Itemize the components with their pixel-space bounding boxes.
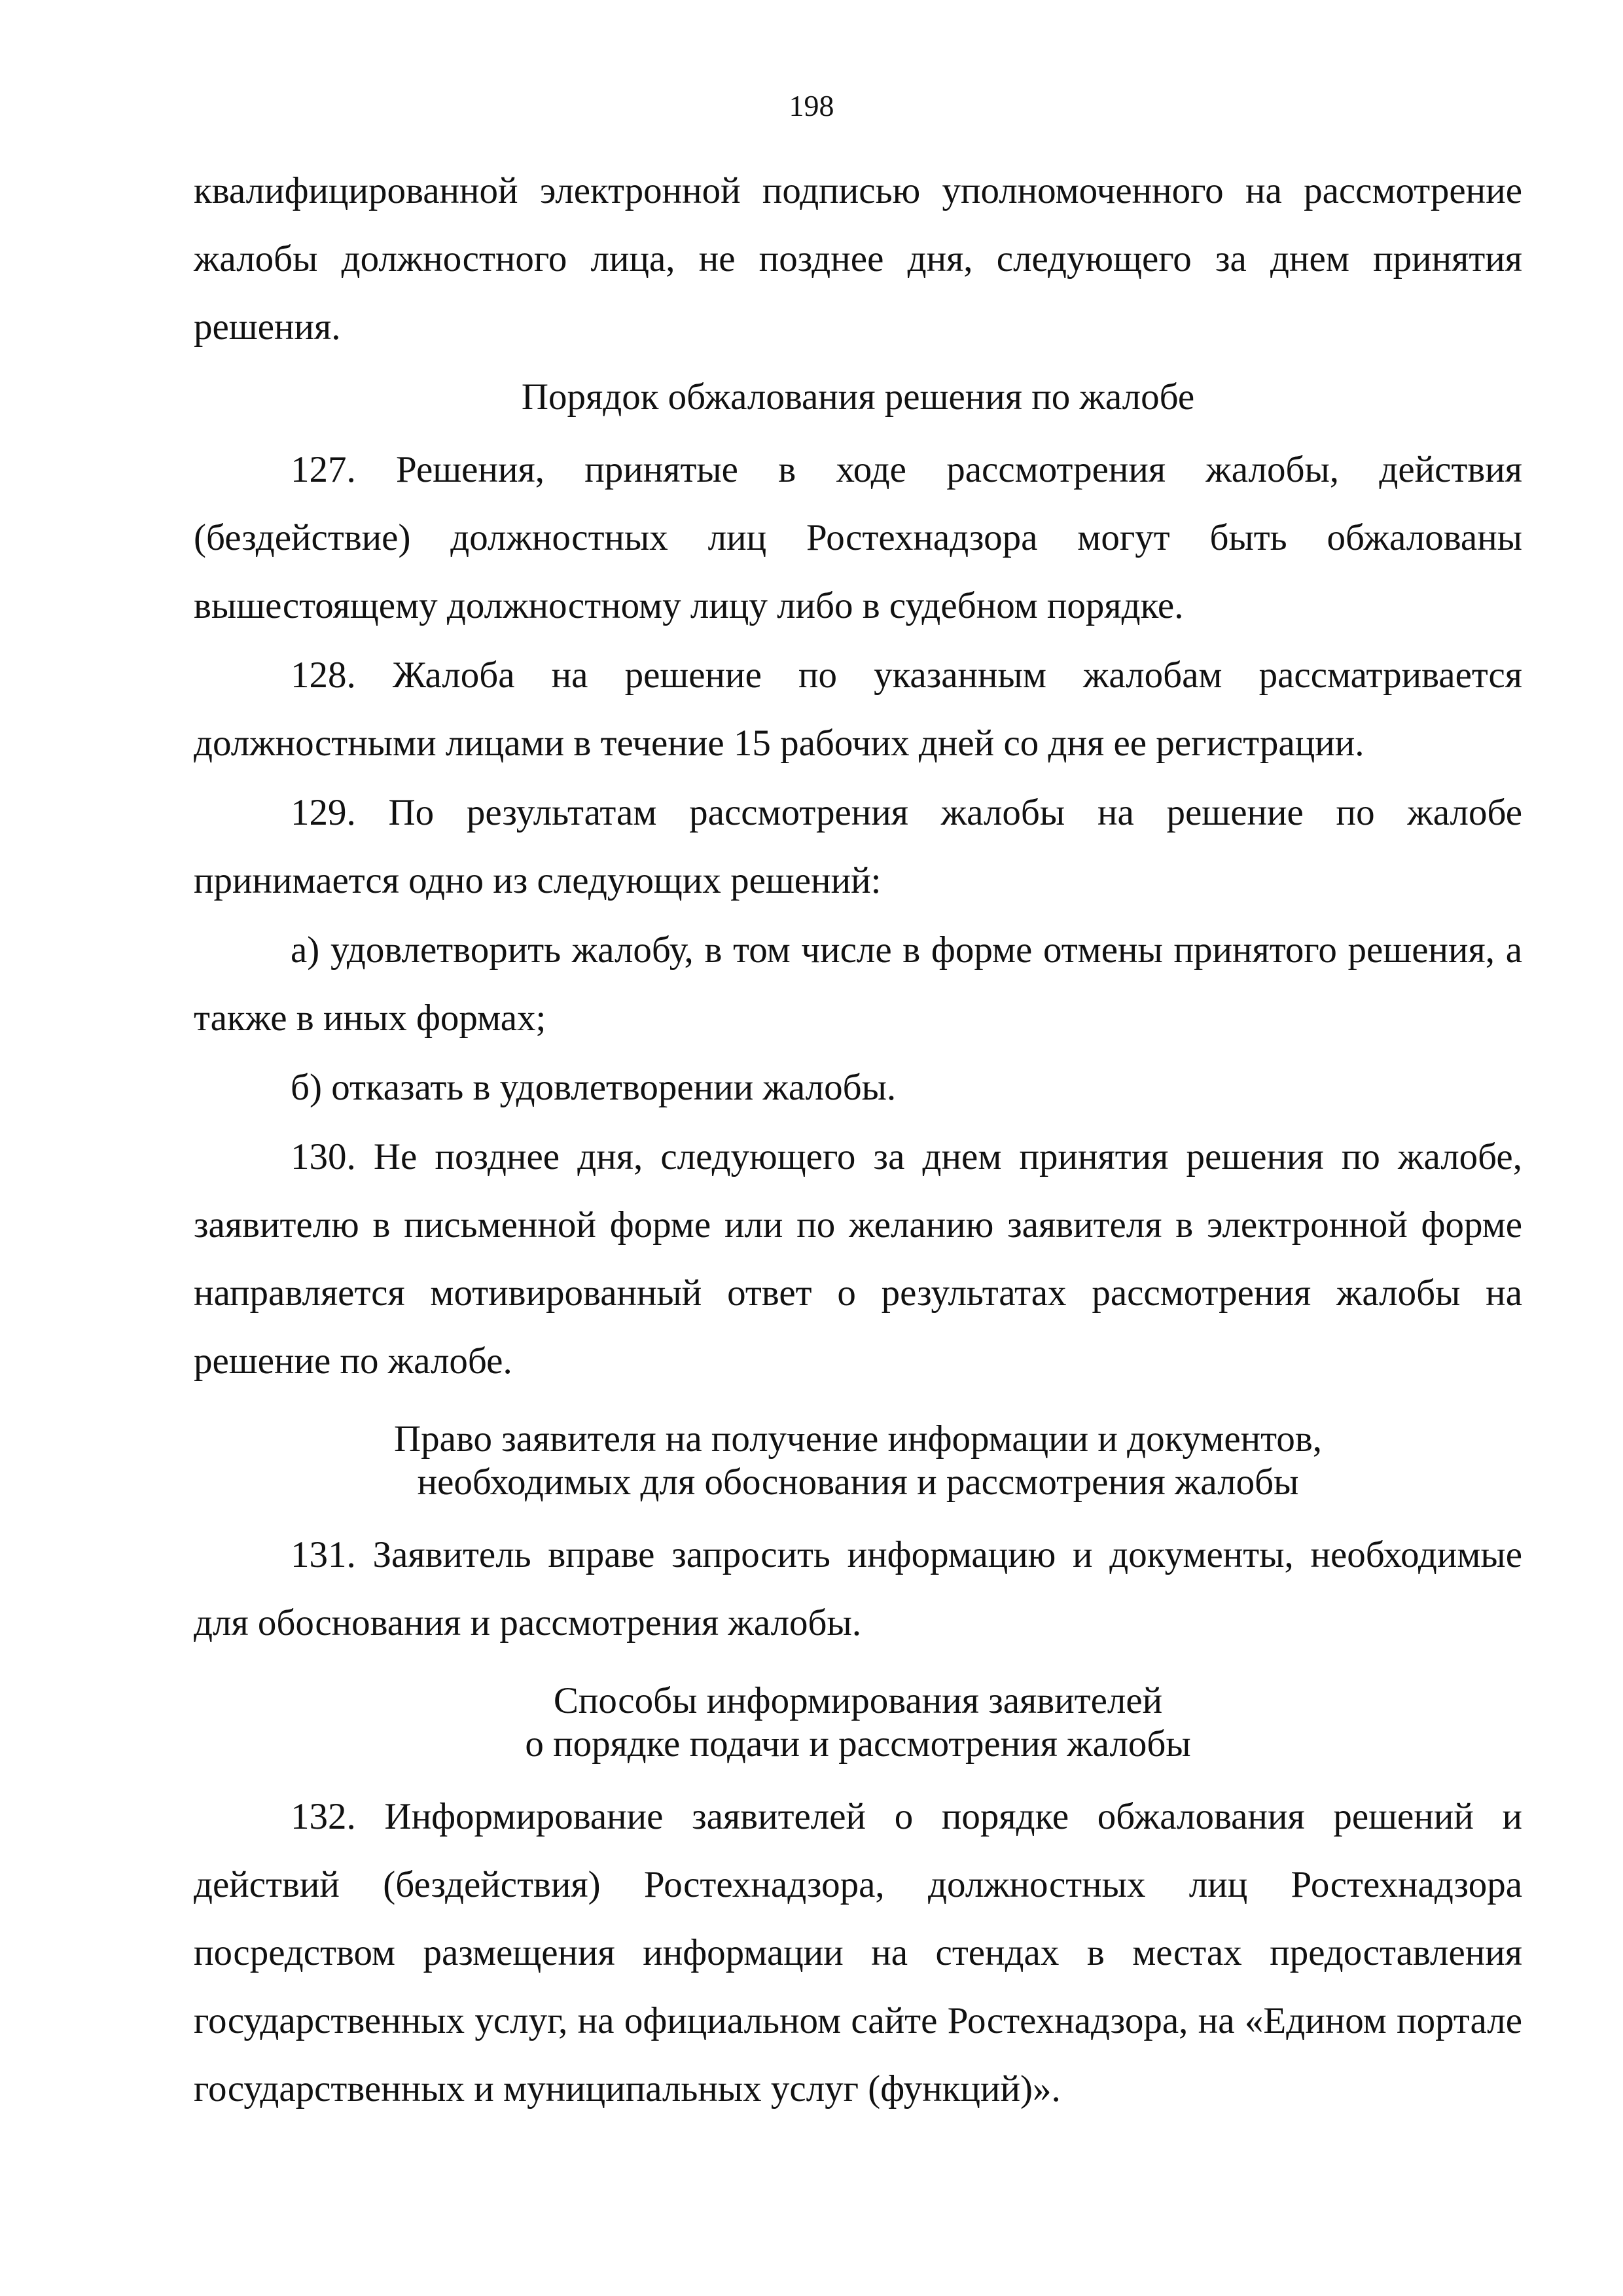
heading-line: Порядок обжалования решения по жалобе [521,376,1195,418]
paragraph-129-b: б) отказать в удовлетворении жалобы. [291,1067,897,1108]
paragraph-130: 130. Не позднее дня, следующего за днем принятия решения по жалобе, заявителю в письменной форме или по желанию заявителя в электронной форме направляется мотивированный ответ о результатах рассмотрения жалобы на решение по жалобе. [194,1136,1522,1382]
paragraph-129: 129. По результатам рассмотрения жалобы на решение по жалобе принимается одно из следующих решений: [194,792,1522,901]
heading-line: Способы информирования заявителей [553,1680,1163,1721]
paragraph-127: 127. Решения, принятые в ходе рассмотрения жалобы, действия (бездействие) должностных лиц Ростехнадзора могут быть обжалованы вышестоящему должностному лицу либо в судебном порядке. [194,449,1522,626]
heading-line: Право заявителя на получение информации и документов, [394,1418,1322,1460]
paragraph-132: 132. Информирование заявителей о порядке обжалования решений и действий (бездействия) Ростехнадзора, должностных лиц Ростехнадзора посредством размещения информации на стендах в местах предоставления государственных услуг, на официальном сайте Ростехнадзора, на «Едином портале государственных и муниципальных услуг (функций)». [194,1796,1522,2109]
document-body [194,157,1522,2125]
page-number: 198 [789,89,834,122]
paragraph-128: 128. Жалоба на решение по указанным жалобам рассматривается должностными лицами в течение 15 рабочих дней со дня ее регистрации. [194,655,1522,764]
heading-line: необходимых для обоснования и рассмотрения жалобы [417,1462,1299,1503]
section-heading-informing-methods [194,1679,1522,1766]
section-heading-applicant-right [194,1418,1522,1504]
paragraph-129-a: а) удовлетворить жалобу, в том числе в форме отмены принятого решения, а также в иных формах; [194,929,1522,1039]
section-heading-appeal-procedure [194,376,1522,419]
paragraph-intro: квалифицированной электронной подписью уполномоченного на рассмотрение жалобы должностного лица, не позднее дня, следующего за днем принятия решения. [194,170,1522,348]
paragraph-131: 131. Заявитель вправе запросить информацию и документы, необходимые для обоснования и рассмотрения жалобы. [194,1534,1522,1643]
heading-line: о порядке подачи и рассмотрения жалобы [525,1723,1191,1765]
